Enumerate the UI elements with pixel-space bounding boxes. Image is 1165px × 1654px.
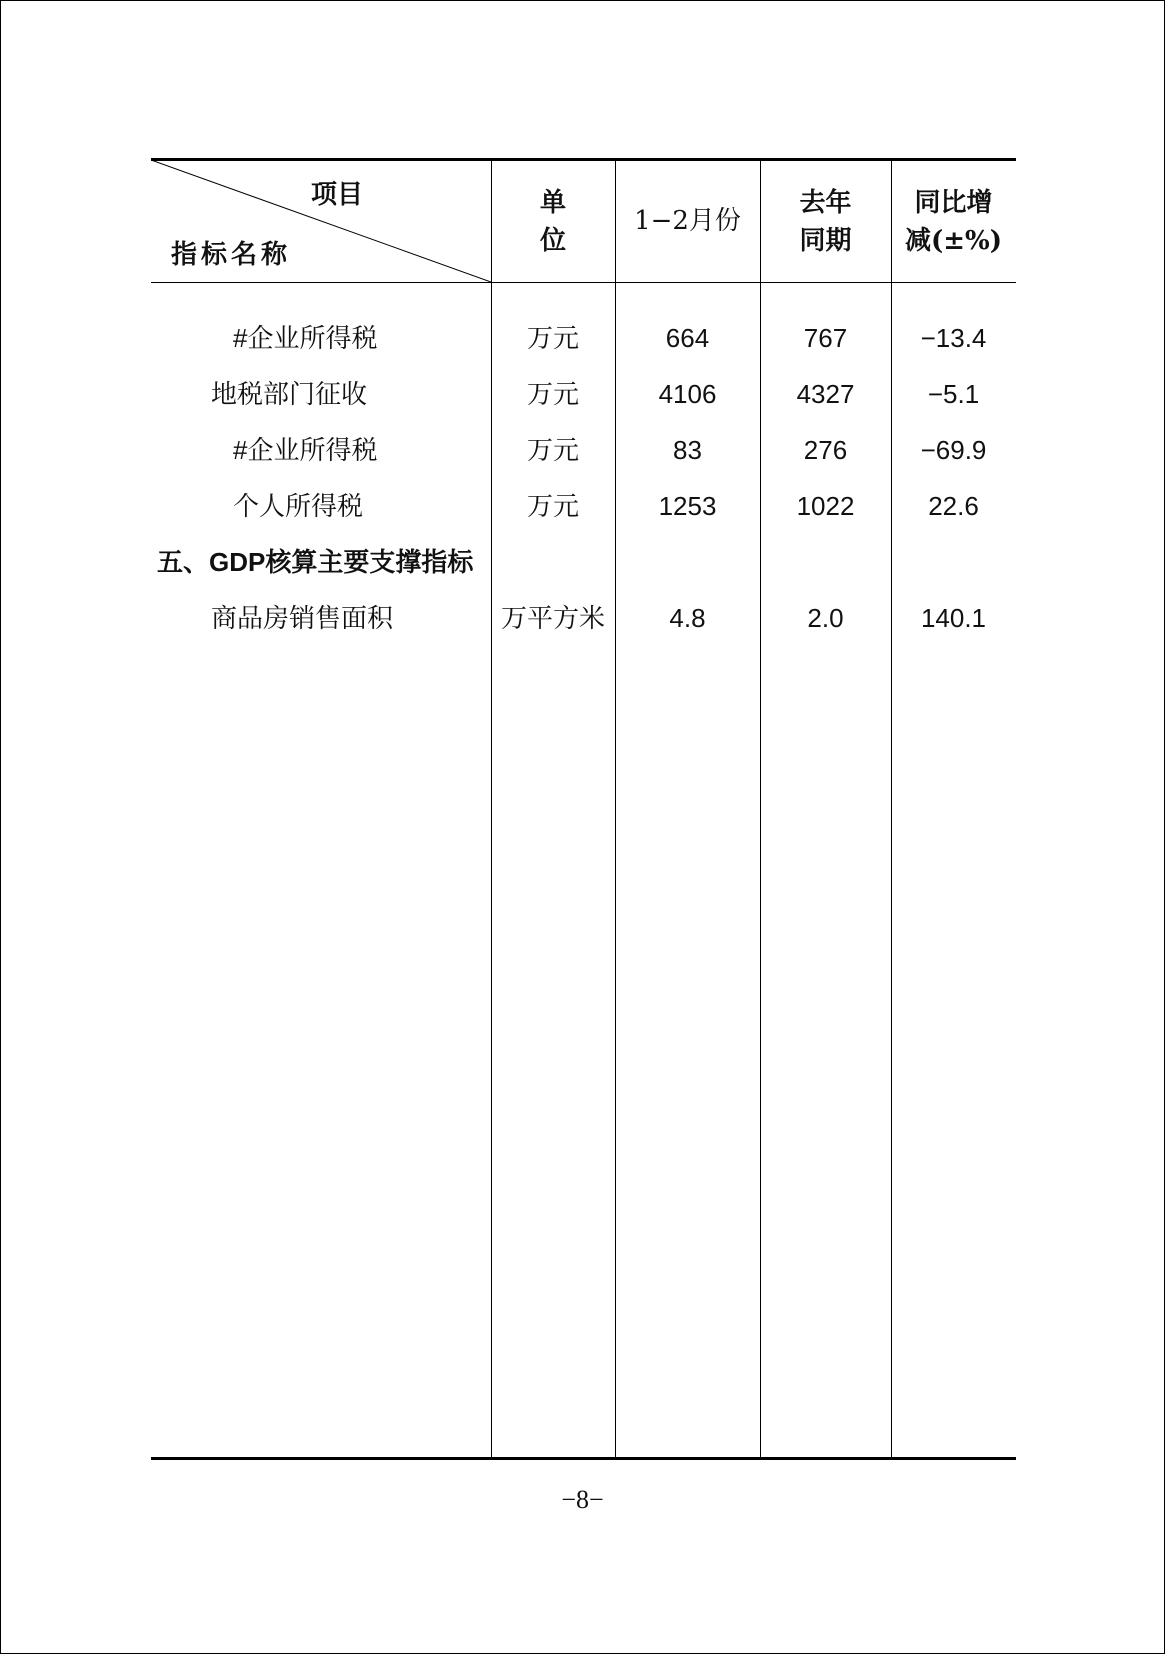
row-unit: 万元 xyxy=(526,491,579,521)
row-previous: 767 xyxy=(803,323,848,353)
row-change: −13.4 xyxy=(920,323,987,353)
row-unit: 万元 xyxy=(526,379,579,409)
header-previous-period xyxy=(760,184,891,260)
row-previous: 276 xyxy=(803,435,848,465)
row-name: 地税部门征收 xyxy=(211,379,368,409)
header-current-period: 1−2月份 xyxy=(634,206,741,236)
row-current: 1253 xyxy=(658,491,717,521)
header-unit-line1: 单 xyxy=(539,188,566,218)
row-current: 83 xyxy=(673,435,702,465)
row-name: #企业所得税 xyxy=(233,435,378,465)
row-current: 664 xyxy=(665,323,710,353)
row-previous: 1022 xyxy=(796,491,855,521)
header-unit xyxy=(491,184,615,260)
page-number: −8− xyxy=(561,1485,604,1514)
section-title: 五、GDP核算主要支撑指标 xyxy=(157,547,474,577)
header-previous-line2: 同期 xyxy=(799,226,852,256)
row-change: 140.1 xyxy=(920,603,987,633)
row-current: 4.8 xyxy=(669,603,706,633)
row-current: 4106 xyxy=(658,379,717,409)
row-change: 22.6 xyxy=(928,491,979,521)
row-unit: 万元 xyxy=(526,323,579,353)
row-unit: 万平方米 xyxy=(500,603,605,633)
header-unit-line2: 位 xyxy=(539,226,566,256)
row-previous: 2.0 xyxy=(807,603,844,633)
row-name: #企业所得税 xyxy=(233,323,378,353)
statistics-table xyxy=(151,158,1016,1460)
table-row xyxy=(151,366,1016,422)
table-bottom-rule xyxy=(151,1457,1016,1460)
header-item-label: 项目 xyxy=(311,180,364,210)
header-indicator-name: 指标名称 xyxy=(171,240,292,270)
row-name: 个人所得税 xyxy=(233,491,364,521)
table-section-row xyxy=(151,534,1016,590)
row-previous: 4327 xyxy=(796,379,855,409)
table-row xyxy=(151,478,1016,534)
row-change: −69.9 xyxy=(920,435,987,465)
row-name: 商品房销售面积 xyxy=(211,603,394,633)
row-change: −5.1 xyxy=(927,379,980,409)
table-row xyxy=(151,310,1016,366)
header-change xyxy=(891,184,1016,260)
row-unit: 万元 xyxy=(526,435,579,465)
header-change-line1: 同比增 xyxy=(914,188,993,218)
table-row xyxy=(151,422,1016,478)
table-row xyxy=(151,590,1016,646)
header-change-line2: 减(±%) xyxy=(904,226,1003,256)
header-previous-line1: 去年 xyxy=(799,188,852,218)
